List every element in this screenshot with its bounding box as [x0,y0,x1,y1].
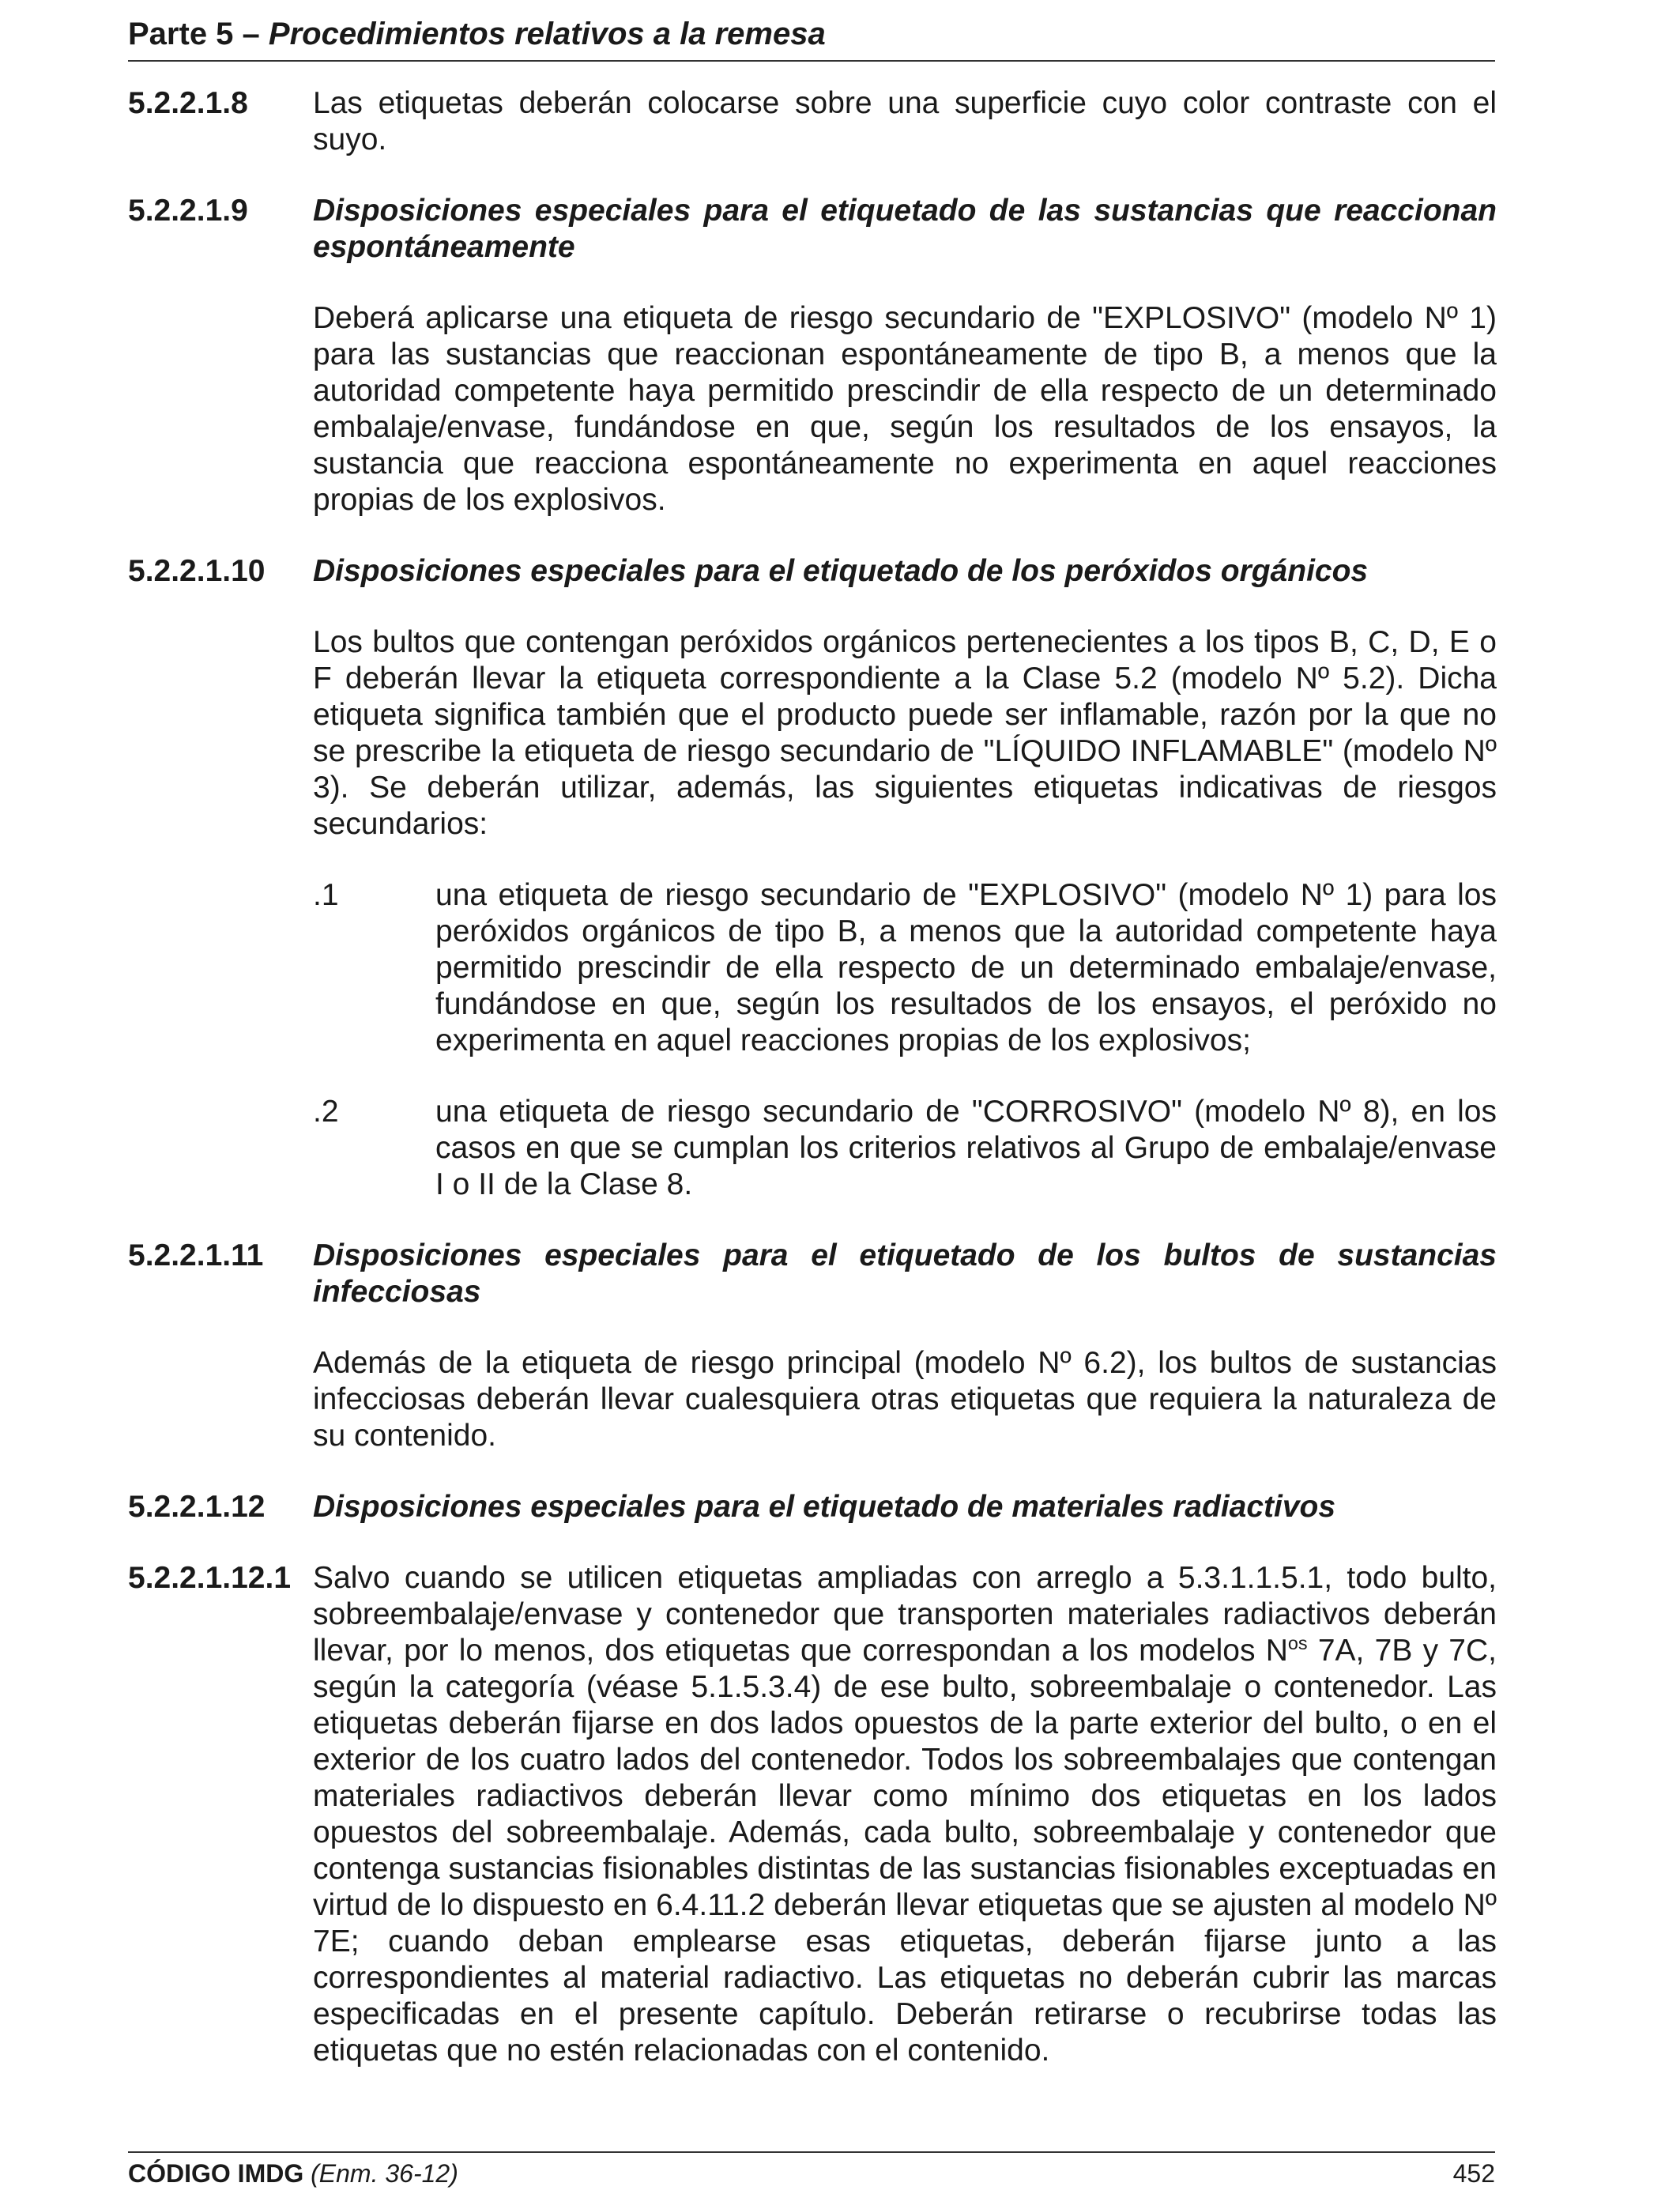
page-footer [128,2151,1495,2189]
section-number: 5.2.2.1.12 [128,1490,266,1524]
page-header [128,14,1495,62]
section-heading: Disposiciones especiales para el etiquetado de materiales radiactivos [313,1490,1336,1524]
header-part: Parte 5 – [128,17,260,51]
section-number: 5.2.2.1.11 [128,1238,264,1272]
section-heading: Disposiciones especiales para el etiquetado de los peróxidos orgánicos [313,554,1369,588]
list-item [313,877,1497,1059]
section-number: 5.2.2.1.8 [128,86,248,120]
section-5-2-2-1-12 [128,1489,1497,1525]
list-item-text: una etiqueta de riesgo secundario de "CORROSIVO" (modelo Nº 8), en los casos en que se cumplan los criterios relativos al Grupo de embalaje/envase I o II de la Clase 8. [435,1095,1497,1201]
paragraph-text-part: Salvo cuando se utilicen etiquetas ampliadas con arreglo a 5.3.1.1.5.1, todo bulto, sobreembalaje/envase y contenedor que transporten materiales radiactivos deberán llevar, por lo menos, dos etiquetas que correspondan a los modelos N [313,1561,1497,1668]
section-number: 5.2.2.1.9 [128,194,248,228]
footer-code: CÓDIGO IMDG [128,2159,304,2188]
section-5-2-2-1-8 [128,85,1497,158]
section-paragraph: Además de la etiqueta de riesgo principal (modelo Nº 6.2), los bultos de sustancias infecciosas deberán llevar cualesquiera otras etiquetas que requiera la naturaleza de su contenido. [313,1346,1497,1453]
superscript: os [1287,1633,1308,1653]
footer-edition: (Enm. 36-12) [311,2159,458,2188]
section-heading: Disposiciones especiales para el etiquetado de las sustancias que reaccionan espontáneamente [313,194,1497,264]
list-item-number: .2 [313,1095,339,1129]
section-heading: Disposiciones especiales para el etiquetado de los bultos de sustancias infecciosas [313,1238,1497,1309]
section-paragraph: Deberá aplicarse una etiqueta de riesgo secundario de "EXPLOSIVO" (modelo Nº 1) para las sustancias que reaccionan espontáneamente de tipo B, a menos que la autoridad competente haya permitido prescindir de ella respecto de un determinado embalaje/envase, fundándose en que, según los resultados de los ensayos, la sustancia que reacciona espontáneamente no experimenta en aquel reacciones propias de los explosivos. [313,301,1497,517]
header-title: Procedimientos relativos a la remesa [268,17,826,51]
list-item-text: una etiqueta de riesgo secundario de "EXPLOSIVO" (modelo Nº 1) para los peróxidos orgánicos de tipo B, a menos que la autoridad competente haya permitido prescindir de ella respecto de un determinado embalaje/envase, fundándose en que, según los resultados de los ensayos, el peróxido no experimenta en aquel reacciones propias de los explosivos; [435,878,1497,1057]
section-paragraph: Los bultos que contengan peróxidos orgánicos pertenecientes a los tipos B, C, D, E o F deberán llevar la etiqueta correspondiente a la Clase 5.2 (modelo Nº 5.2). Dicha etiqueta significa también que el producto puede ser inflamable, razón por la que no se prescribe la etiqueta de riesgo secundario de "LÍQUIDO INFLAMABLE" (modelo Nº 3). Se deberán utilizar, además, las siguientes etiquetas indicativas de riesgos secundarios: [313,625,1497,841]
section-number: 5.2.2.1.12.1 [128,1561,292,1595]
section-number: 5.2.2.1.10 [128,554,266,588]
document-body [128,85,1497,2069]
section-text: Las etiquetas deberán colocarse sobre una superficie cuyo color contraste con el suyo. [313,86,1497,156]
section-5-2-2-1-10 [128,553,1497,1203]
section-5-2-2-1-9 [128,193,1497,518]
page-number: 452 [1452,2159,1495,2188]
list-item-number: .1 [313,878,339,912]
paragraph-text-part: 7A, 7B y 7C, según la categoría (véase 5.1.5.3.4) de ese bulto, sobreembalaje o contenedor. Las etiquetas deberán fijarse en dos lados opuestos de la parte exterior del bulto, o en el exterior de los cuatro lados del contenedor. Todos los sobreembalajes que contengan materiales radiactivos deberán llevar como mínimo dos etiquetas en los lados opuestos del sobreembalaje. Además, cada bulto, sobreembalaje y contenedor que contenga sustancias fisionables distintas de las sustancias fisionables exceptuadas en virtud de lo dispuesto en 6.4.11.2 deberán llevar etiquetas que se ajusten al modelo Nº 7E; cuando deban emplearse esas etiquetas, deberán fijarse junto a las correspondientes al material radiactivo. Las etiquetas no deberán cubrir las marcas especificadas en el presente capítulo. Deberán retirarse o recubrirse todas las etiquetas que no estén relacionadas con el contenido. [313,1634,1497,2068]
section-5-2-2-1-11 [128,1238,1497,1454]
section-paragraph [313,1560,1497,2069]
list-item [313,1094,1497,1203]
section-5-2-2-1-12-1 [128,1560,1497,2069]
